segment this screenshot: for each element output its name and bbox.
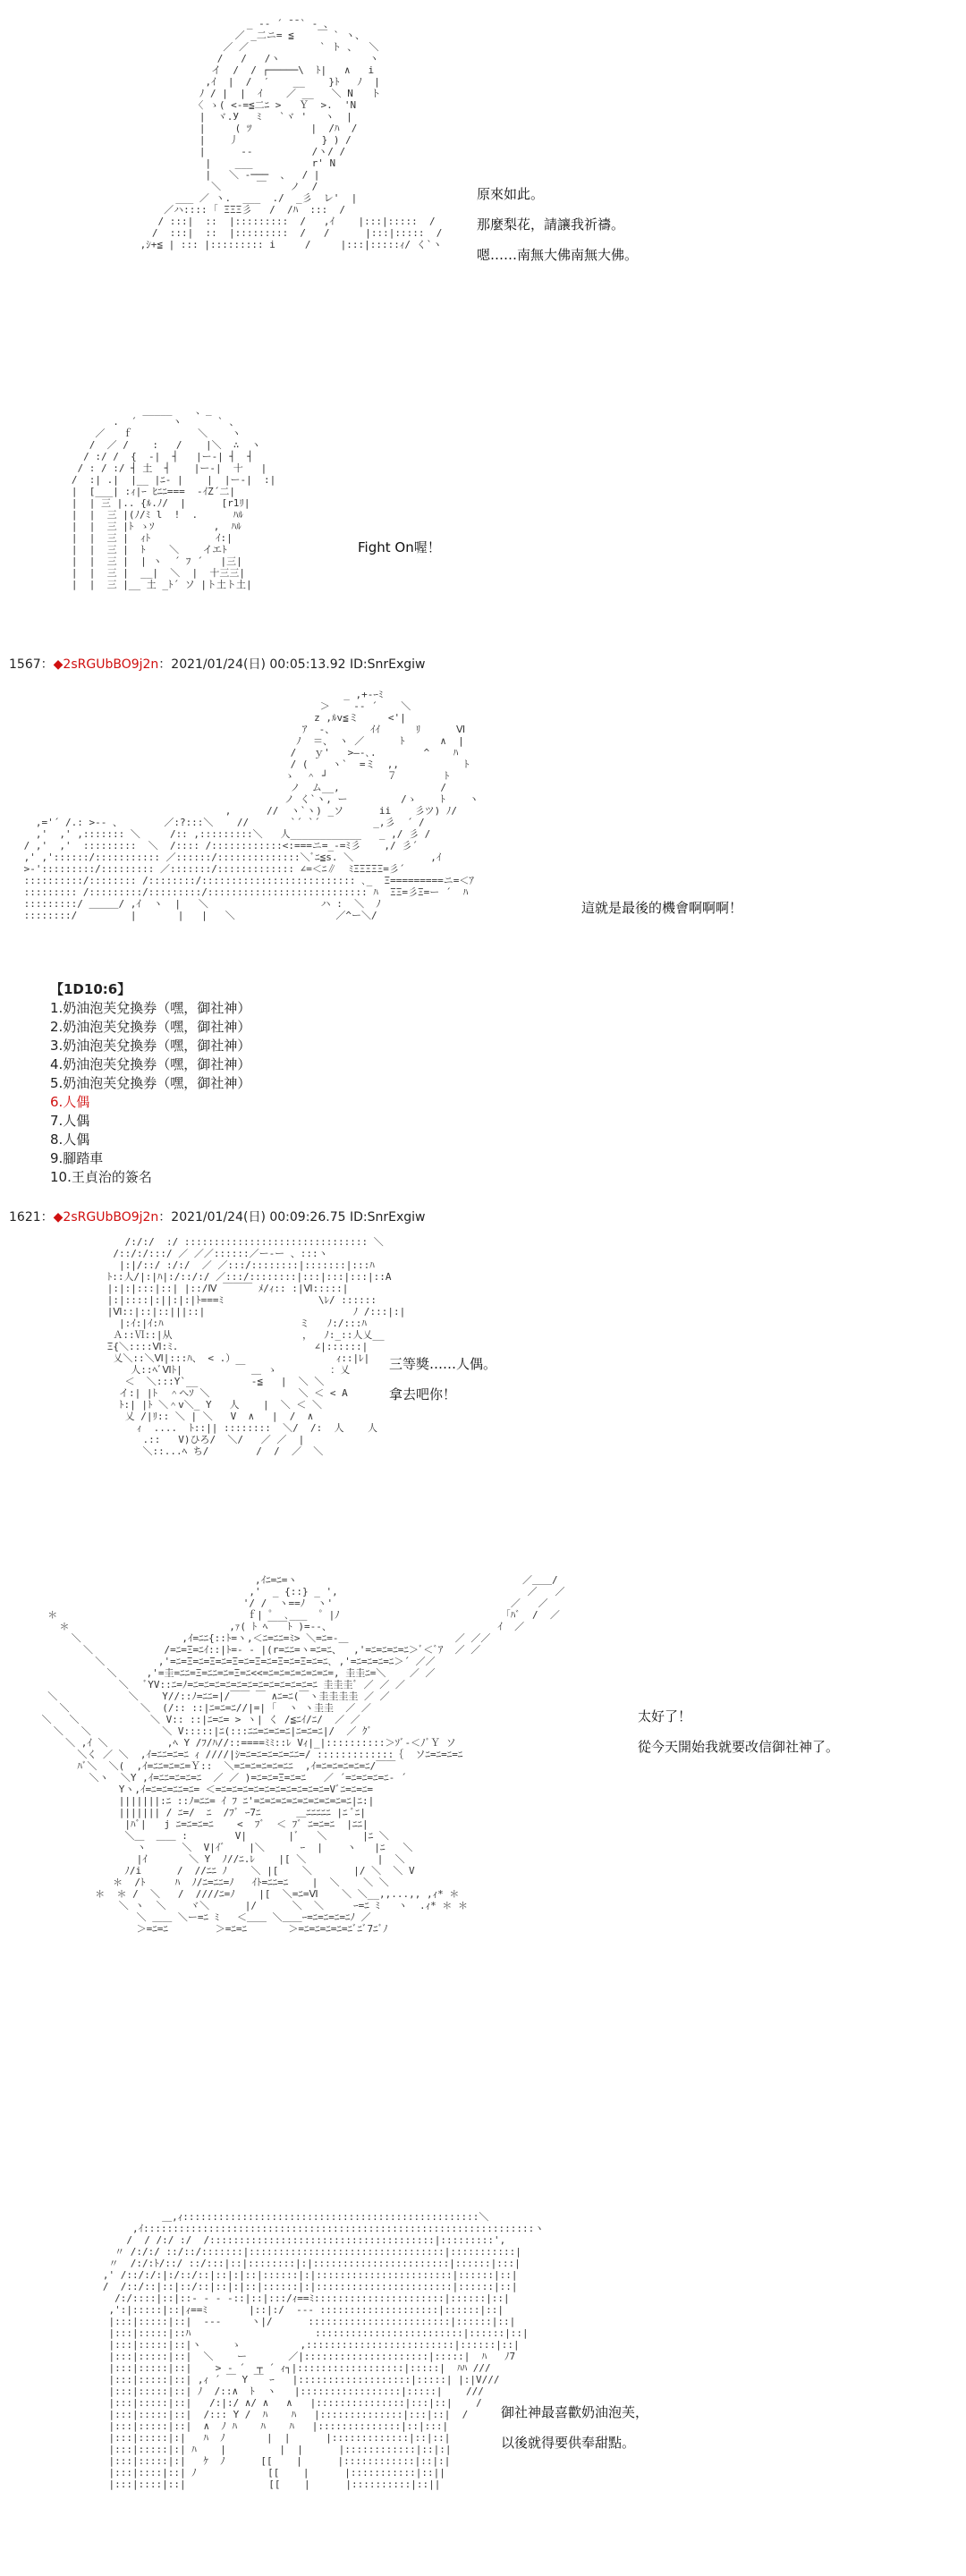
ascii-art-long-hair-figure: ＿,ｨ::::::::::::::::::::::::::::::::::::::::::::::::::＼ ,ｲ::::::::::::::::::::::::::::::::::::::::::::::::::::::::::::::::::ヽ / / /:/ :/ /::::::::::::::::::::::::::::::::::::::|:::::::::', 〃 /:/:/ ::/::/:::::::|:::::::::::::::::::::::::::::::::|:::::::::::| 〃 /:/:ﾄ/::/ ::/:::|::|::::::::|:|:::::::::::::::::::::::|::::::|:::| ,' /::/:/:|:/::/::|::|:|::|::::::|:|:::::::::::::::::::::::|::::::|::| / /::/::|::|::/::|::|:|::|::::::|:|:::::::::::::::::::::::|::::::|::| /:/::::|::|::‐ ‐ ‐ ‐::|::|:::/ｨ==ﾐ::::::::::::::::::::::|::::::|::| ,':|:::::|::|ｨ==ﾐ |::|:/ ‐-‐ ::::::::::::::::::::|::::::|::| |:::|:::::|::| ‐-‐ ヽ|/ ::::::::::::::::::::::::|::::::|::| |:::|:::::|::ﾊ :::::::::::::::::::::::::|::::::|::| |:::|:::::|::|ヽ ゝ ,:::::::::::::::::::::::::|::::::|::| |:::|:::::|::| ＼ ー ／|:::::::::::::::::::::|:::::| ﾊ ﾉ7 |:::|:::::|::| > ‐ ´ ┬ ´ ｨ┐|::::::::::::::::::|:::::| ﾊﾊ /// |:::|:::::|::| ,ｨ ´ ￣ Y ￣ ｰ |:::::::::::::::::::|:::::| |:|V/// |:::|:::::|::| ﾉ /::∧ ﾄ ヽ |:::::::::::::::::|:::::| /// |:::|:::::|::| /:|:/ ∧/ ∧ ∧ |:::::::::::::::|:::|::| / |:::|:::::|::| /::: Y / ﾊ ﾊ |::::::::::::::|:::|::| / |:::|:::::|::| ∧ ﾉ ﾊ ﾊ ﾊ |::::::::::::::|::|:::| |:::|:::::|:| ﾊ ﾉ | | |:::::::::::::|::|::| |:::|:::::|:| ﾊ | | | |::::::::::::|::|:| |:::|:::::|:| ｹ ﾉ [[ | |::::::::::::|::|:| |:::|::::|::| ﾉ [[ | |:::::::::::|::|| |:::|::::|::| [[ | |::::::::::|::|| [102, 2211, 545, 2490]
dice-item: 9.腳踏車 [50, 1150, 104, 1166]
ascii-art-man-praying: _ -‐ ´ ̄ ̄ ` ‐ 、 ／ _二ニ= ≦ ￣ ` ヽ、 ／ ／ ` ト 、 ＼ / / /ヽ ヽ イ / / ┌─────\ ﾄ| ∧ i ,ｲ | / ′ __ }ﾄ ﾉ | ﾉ / | | ｲ ／ __ ＼ N ト 〈 ゝ( <-=≦二ﾆ > Ｙ >. 'N | ヾ.У ﾐ `ヾ ' ヽ | | ( ﾂ | /ﾊ / | 丿 } ) / | ‐- /ヽ/ / | ___ r' N | ＼ ‐─── 、 / | ＼ ￣ ノ / ___ ／ ヽ. ___ ./ _彡 レ' | ／ハ:::: ｢ ΞΞΞ彡 / /ﾊ ::: / / :::| :: |::::::::: / ,ｲ |:::|::::: / / :::| :: |::::::::: / / |:::|::::: / ,ｼ+≦ | ::: |::::::::: i / |:::|:::::ｨ/ く`ヽ [140, 18, 443, 250]
ascii-art-jubilant-figure: ,ｲﾆ=ﾆ=ヽ ／＿＿/ ,' _ {::} _ ', ／ ／ '/ / ヽ==ﾉ ヽ' ／ ／ ＊ ｆ| ゜ ､___ ゜|ﾉ ｢ﾊﾞ / ／ ＊ ,ｧ( ﾄ ﾍ￣￣ﾄ )=‐‐、 ｲ ／ ＼ ,ｲ=ﾆﾆ{::ﾄ=ヽ,＜ﾆ=ﾆﾆ=ﾐ> ＼=ﾆ=‐＿ ／ ／／ ＼ /=ﾆ=Ξ=ﾆｲ::|ﾄ=‐ ‐ |(r=ﾆﾆ=ヽ=ﾆ=ﾆ、 ,'=ﾆ=ﾆ=ﾆ=ﾆ＞ﾞ＜ﾞｱ ／ ／ ＼ ,'=ﾆ=Ξ=ﾆ=Ξ=ﾆ=Ξ=ﾆ=Ξ=ﾆ=Ξ=ﾆ=Ξ=ﾆ=ﾆ､ ,'=ﾆ=ﾆ=ﾆ=ﾆ＞´ ／／ ＼ ,'=圭=ﾆﾆ=Ξ=ﾆﾆ=ﾆ=Ξ=ﾆ<<=ﾆ=ﾆ=ﾆ=ﾆ=ﾆ=ﾆ=, 圭圭ﾆ=＼ ／ ／ ＼ ﾞYV::ﾆ=ﾉ=ﾆ=ﾆ=ﾆ=ﾆ=ﾆ=ﾆ=ﾆ=ﾆ=ﾆ=ﾆ=ﾆ=ﾆ 圭圭圭ﾞ ／ ／ ／ ＼ ＼ Y//::ﾉ=ﾆﾆ=|/￣￣ ￣ ∧ﾆ=ﾆ(￣ヽ圭圭圭圭 ／ ／ ＼ ＼ (/:: ::|ﾆ=ﾆ=ﾆ//|=| ｢ ヽ ヽ圭圭 ／ ／ ＼ ＼ ＼ V:: ::|ﾆ=ﾆ= > ヽ| く /≦ﾆｲ/ﾆ/ ／ ／ ＼ ＼ ＼ V:::::|ﾆ(:::ﾆﾆ=ﾆ=ﾆ=ﾆ|ﾆ=ﾆ=ﾆ|/ ／ ｸﾞ ＼ ,ｲ ＼ ,ﾍ Y /ﾌ/ﾊ//::====ﾐﾐ::ﾚ Vｨ|_|::::::::::＞ｿﾞ‐＜ﾉﾞＹ ソ ＼く ／ ＼ ,ｲ=ﾆﾆ=ﾆ=ﾆ ｨ ////|ｼ=ﾆ=ﾆ=ﾆ=ﾆ=ﾆﾆ=/ :::::::::::::｛ ソﾆ=ﾆ=ﾆ=ﾆ ﾊﾞ＼ ＼( ,ｲ=ﾆﾆ=ﾆ=ﾆ=Ｙ:: ＼=ﾆ=ﾆ=ﾆ=ﾆ=ﾆﾆ ,ｲ=ﾆ=ﾆ=ﾆ=ﾆ=ﾆ/￣￣ ＼ヽ ＼Y ,ｲ=ﾆﾆ=ﾆ=ﾆ=ﾆ ／ ／ )=ﾆ=ﾆ=Ξ=ﾆ=ﾆ ／ ´=ﾆ=ﾆ=ﾆ=ﾆ‐ ´ Yヽ,ｲ=ﾆ=ﾆ=ﾆﾆ=ﾆ= ＜=ﾆ=ﾆ=ﾆ=ﾆ=ﾆ=ﾆ=ﾆ=ﾆ=ﾆ=ﾆ=Vﾞﾆ=ﾆ=ﾆ= |||||||:ﾆ ::ﾉ=ﾆﾆ= ｲ ﾌ ﾆ'=ﾆ=ﾆ=ﾆ=ﾆ=ﾆ=ﾆ=ﾆ=ﾆ=ﾆ|ﾆ:| ||||||| / ﾆ=/ ﾆ /ﾌﾞ ｰ7ﾆ ＿ﾆﾆﾆﾆﾆ |ﾆ ﾞﾆ| |ﾊﾞ| j ﾆ=ﾆ=ﾆ=ﾆ < ﾌﾞ ＜ ﾌﾞ ﾆ=ﾆ=ﾆ |ﾆﾆ| ＼＿ ＿＿ : V| |ﾞ ＼ |ﾆ ＼ ヽ ＼ V|ｲﾞ |＼ ｰ | ヽ |ﾆ ＼ |ｲ ＼ Y ﾉ//ﾆ.ﾚ |[ ＼ | ＼ ﾉ/i / //ﾆﾆ ﾉ ＼ |[ ＼ |/ ＼ ＼ V ＊ /ﾄ ﾊ ﾉ/ﾆ=ﾆﾆ=ﾉ ｲﾄ=ﾆﾆ=ﾆ | ＼ ＼ ＼ ＊ ＊ / ＼ / ////ﾆ=ﾉ |[ ＼=ﾆ=Ⅵ ＼ ＼__,,...,, ,ｨ* ＊ ＼ ヽ ＼ ヾ＼ |/ ＼ ＼ ｰ=ﾆ ﾐ ヽ .ｨ* ＊ ＊ ＼ ＿＿ ＼ー=ﾆ ﾐ ＜＿＿ ＼＿＿ｰ=ﾆ=ﾆ=ﾆ=ﾆﾉ ／ ＞=ﾆ=ﾆ ＞=ﾆ=ﾆ ＞=ﾆ=ﾆ=ﾆ=ﾆ=ﾆﾞﾆﾞ7ﾆﾞﾉ [41, 1574, 565, 1935]
ascii-art-lottery-machine: _ ,+‐ｰﾐ ＞ -‐ ´ ＼ z ,ﾙv≦ミ <'| ｱ ‐、 ｲｲ ﾘ Ⅵ ﾉ ＝、 ヽ ／ ﾄ ∧ | / ｙ' >―‐､. ^ ﾊ / ( ヽ` =ミ ,, ﾄ ゝ ＾ ┘ ７ ﾄ ノ ム__, / ノ く`ヽ, ー /ゝ ﾄ ヽ , // ヽ`ヽ) _ソ ii 彡ツ) ﾉ/ ,='´ /.: >‐- 、 ／:?:::＼ // `´ `´ _,彡 ´ / ,' ,' ,::::::: ＼ /:: ,:::::::::＼ 人____________ _ ,/ 彡 / / ,' ,' ::::::::: ＼ /:::: /::::::::::::<:===ニ=_‐=ﾐ彡 ,/ 彡´ ,' ,'::::::/::::::::::: ／::::::/::::::::::::::＼ﾞﾆ≦s. ＼ ,ｲ >‐':::::::::/::::::::: ／:::::::/::::::::::::: ∠=＜ﾆ∥ ﾐΞΞΞΞΞ=彡´ ::::::::::/:::::::: /::::::::/:::::::::::::::::::::::::: ､_ Ξ=========ニ=＜ｱ ::::::::: /:::::::::/:::::::::/::::::::::::::::::::::::::: ﾊ ΞΞ=彡Ξ=ー ´ ﾊ :::::::::/ ＿＿＿/ ,ｲ ヽ | ＼ ハ : ＼ ﾉ ::::::::/ | | | ＼ ／^ー＼/ [23, 689, 479, 921]
dice-item: 8.人偶 [50, 1131, 90, 1148]
speech-fight-on [358, 532, 441, 563]
dice-result-list [50, 980, 250, 1187]
speech-line: 那麼梨花，請讓我祈禱。 [477, 216, 625, 233]
ascii-art-girl: _____ 、_ . ´ ヽ ` 、 ／ ｆ ＼ ヽ / ／ / : / |＼ ∴ ヽ / :/ / { ‐| ┤ |ー-| ┤ ┤ / : / :/ ┤ 土 ┤ |ー-| 十 | / :| .| |__ |ﾆ- | | |ー-| :| | [___| :ｨ|ｰ ﾋﾆﾆ=== -ｲZ´二| | | 三 |.. {ﾙ.ﾉ/ | [r1ﾘ| | | 三 |(ﾉ/ﾐ l ! . ﾊﾙ | | 三 |ﾄ ゝｿ , ﾊﾙ | | 三 | ｨﾄ ｲ:| | | 三 | ﾄ ＼ イエﾄ | | 三 | | ヽ ´ ﾌ ´ |三| | | 三 | __| ＼ | 十三三| | | 三 |__ 土 _ﾄ´ ソ |ト土ト土| [71, 404, 276, 590]
post-separator: ： [40, 657, 54, 672]
dice-item: 1.奶油泡芙兌換券（嘿，御社神） [50, 1000, 251, 1016]
post-header-1621 [9, 1208, 425, 1225]
panel-cream-puffs [0, 2200, 966, 2576]
post-header-1567 [9, 655, 425, 673]
post-trip[interactable]: 2sRGUbBO9j2n [63, 657, 159, 672]
speech-line: Fight On喔！ [358, 539, 441, 555]
speech-line: 從今天開始我就要改信御社神了。 [638, 1739, 840, 1755]
dice-item: 7.人偶 [50, 1113, 90, 1129]
speech-third-prize [389, 1349, 496, 1410]
trip-diamond-icon: ◆ [53, 657, 64, 672]
ascii-art-clerk: /:/:/ :/ ::::::::::::::::::::::::::::::: ＼ /::/:/:::/ ／ ／／::::::／ー‐ー 、:::ヽ |:|/::/ :/:/ ／ ／:::/::::::::|:::::::|:::ﾊ ﾄ::人/|:|ﾊ|:/::/:/ ／:::/::::::::|:::|:::|:::|::A |:|:|:::|::| |::/Ⅳ ￣￣￣ ﾒ/ｨ:: :|Ⅵ:::::| |:|::::|:||:|:|ﾄ===ﾐ \ﾚ/ :::::: |Ⅵ::|::|::|||::| ﾉ /:::|:| |:ｲ:|ｲ:ﾊ ミ ﾉ:/:::ﾊ Ａ::Ⅵ::|从 ， ﾉ:_::人乂__ Ξ{＼::::Ⅵ:ﾐ. ∠|::::::| 乂＼::＼Ⅵ|:::ﾊ、 < .） ｨ::|ﾚ| 人::ﾍﾞⅥﾄ| ￣ ＿ ゝ ：乂 ＜ ＼:::Y`__ ‐≦ | ＼ ＼ イ:| |ﾄ ＾へｿ ＼ ＼ ＜ < A ﾄ:| |ﾄ ＼＾v＼_ Y 人 | ＼ ＜ ＼ 乂 /|ﾘ:: ＼ | ＼ V ∧ | / ∧ ｨ .... ﾄ::|| :::::::: ＼/ /: 人 人 .:: V)ひろ/ ＼/ ／ ／ | ＼::...ﾍ ち/ / / ／ ＼ [106, 1236, 406, 1457]
post-meta: ：2021/01/24(日) 00:05:13.92 ID:SnrExgiw [158, 657, 426, 672]
post-separator: ： [40, 1210, 54, 1224]
speech-oyashiro-convert [638, 1701, 839, 1762]
panel-oyashiro-convert [0, 1556, 966, 2182]
speech-line: 拿去吧你！ [389, 1386, 457, 1402]
speech-cream-puffs [501, 2397, 648, 2458]
trip-diamond-icon: ◆ [53, 1210, 64, 1224]
speech-line: 以後就得要供奉甜點。 [501, 2435, 636, 2451]
post-trip[interactable]: 2sRGUbBO9j2n [63, 1210, 159, 1224]
speech-line: 三等獎……人偶。 [389, 1356, 497, 1372]
speech-line: 御社神最喜歡奶油泡芙， [501, 2404, 649, 2420]
panel-prayer [0, 0, 966, 376]
speech-prayer [477, 179, 638, 270]
speech-line: 原來如此。 [477, 186, 545, 202]
post-meta: ：2021/01/24(日) 00:09:26.75 ID:SnrExgiw [158, 1210, 426, 1224]
dice-item-selected: 6.人偶 [50, 1094, 90, 1110]
post-number: 1621 [9, 1210, 41, 1224]
speech-line: 太好了！ [638, 1708, 692, 1724]
dice-item: 10.王貞治的簽名 [50, 1169, 152, 1185]
panel-last-chance [0, 680, 966, 966]
dice-item: 3.奶油泡芙兌換券（嘿，御社神） [50, 1038, 251, 1054]
speech-line: 嗯……南無大佛南無大佛。 [477, 247, 639, 263]
speech-last-chance [581, 893, 742, 923]
panel-fight-on [0, 394, 966, 635]
panel-third-prize [0, 1234, 966, 1538]
speech-line: 這就是最後的機會啊啊啊！ [581, 900, 743, 916]
dice-item: 5.奶油泡芙兌換券（嘿，御社神） [50, 1075, 251, 1091]
dice-title: 【1D10:6】 [50, 981, 131, 997]
dice-item: 2.奶油泡芙兌換券（嘿，御社神） [50, 1019, 251, 1035]
dice-item: 4.奶油泡芙兌換券（嘿，御社神） [50, 1056, 251, 1072]
post-number: 1567 [9, 657, 41, 672]
